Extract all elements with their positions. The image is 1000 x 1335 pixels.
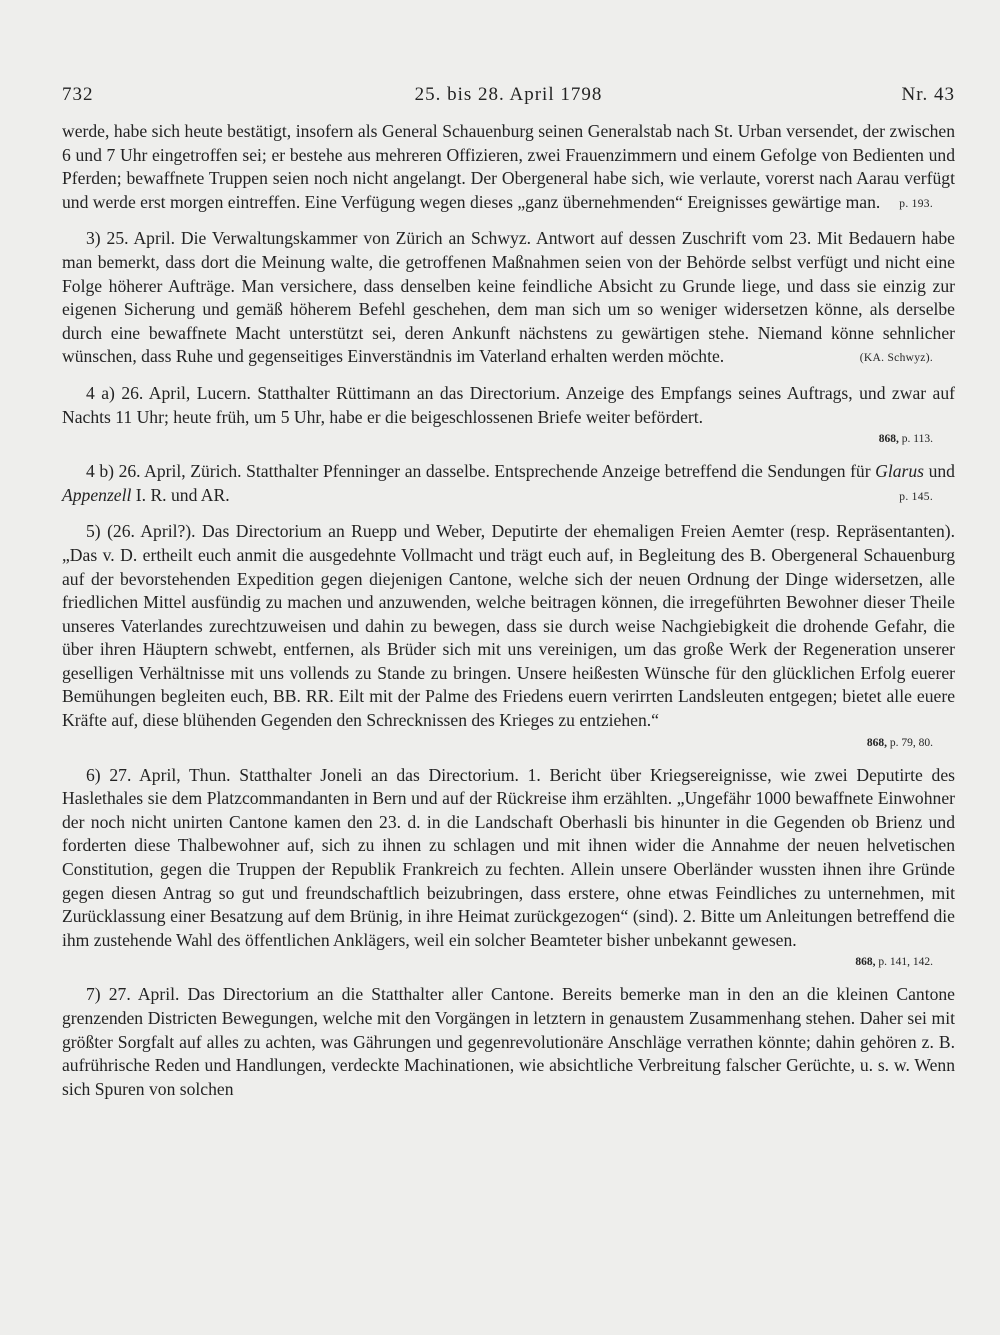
paragraph-continued [62,120,955,214]
paragraph-text: 3) 25. April. Die Verwaltungskammer von Zürich an Schwyz. Antwort auf dessen Zuschrift vom 23. Mit Bedauern habe man bemerkt, dass dort die Meinung walte, die getroffenen Maßnahmen seien von der Behörde selbst verfügt und nicht eine Folge höherer Aufträge. Man versichere, dass denselben keine feindliche Absicht zu Grunde liege, und dass sie einzig zur eigenen Sicherung und gemäß höherem Befehl geschehen, dem man sich um so weniger widersetzen könne, als derselbe durch eine bewaffnete Macht unterstützt sei, deren Ankunft nächstens zu gewärtigen stehe. Niemand könne sehnlicher wünschen, dass Ruhe und gegenseitiges Einverständnis im Vaterland erhalten werden möchte. [62,228,955,367]
paragraph-entry-4b: 4 b) 26. April, Zürich. Statthalter Pfenninger an dasselbe. Entsprechende Anzeige betreffend die Sendungen für Glarus und Appenzell I. R. und AR. p. 145. [62,460,955,507]
running-header [62,84,955,114]
paragraph-entry-7 [62,983,955,1101]
source-reference: p. 145. [899,490,933,503]
document-body [62,120,955,1114]
paragraph-text: 7) 27. April. Das Directorium an die Statthalter aller Cantone. Bereits bemerke man in den an die kleinen Cantone grenzenden Districten Bewegungen, welche mit den Vorgängen in letztern in genaustem Zusammenhang stehen. Daher sei mit größter Sorgfalt auf alles zu achten, was Gährungen und gegenrevolutionäre Anschläge verrathen könnte; dahin gehören z. B. aufrührische Reden und Handlungen, verdeckte Machinationen, wie absichtliche Verbreitung falscher Gerüchte, u. s. w. Wenn sich Spuren von solchen [62,984,955,1099]
place-glarus: Glarus [875,461,925,482]
document-number: Nr. 43 [901,84,955,105]
paragraph-entry-3 [62,227,955,369]
paragraph-entry-4a [62,382,955,447]
source-reference: 868, p. 141, 142. [855,956,933,969]
page-number: 732 [62,84,94,105]
place-appenzell: Appenzell [62,484,132,505]
header-date-range: 25. bis 28. April 1798 [414,84,603,105]
source-reference: p. 193. [899,197,933,210]
paragraph-entry-6 [62,764,955,971]
source-reference: 868, p. 113. [878,433,933,446]
paragraph-text: 5) (26. April?). Das Directorium an Ruepp und Weber, Deputirte der ehemaligen Freien Aemter (resp. Repräsentanten). „Das v. D. ertheilt euch anmit die ausgedehnte Vollmacht und trägt euch auf, in Begleitung des B. Obergeneral Schauenburg auf der bevorstehenden Expedition gegen diejenigen Cantone, welche sich der neuen Ordnung der Dinge widersetzen, alle friedlichen Mittel ausfündig zu machen und anzuwenden, welche beitragen können, die irregeführten Bewohner dieser Theile unseres Vaterlandes zurechtzuweisen und dahin zu bewegen, dass sie durch weise Nachgiebigkeit die drohende Gefahr, die über ihren Häuptern schwebt, entfernen, als Brüder sich mit uns vereinigen, um das große Werk der Regeneration unserer geselligen Verhältnisse mit uns vollends zu Stande zu bringen. Unsere heißesten Wünsche für den glücklichen Erfolg euerer Bemühungen begleiten euch, BB. RR. Eilt mit der Palme des Friedens euern verirrten Landsleuten entgegen; bietet alle euere Kräfte auf, diese blühenden Gegenden den Schrecknissen des Krieges zu entziehen.“ [62,521,955,731]
source-reference: 868, p. 79, 80. [866,736,933,749]
source-reference: (KA. Schwyz). [859,352,933,365]
paragraph-entry-5 [62,520,955,750]
paragraph-text: werde, habe sich heute bestätigt, insofern als General Schauenburg seinen Generalstab nach St. Urban versendet, der zwischen 6 und 7 Uhr eingetroffen sei; er bestehe aus mehreren Offizieren, zwei Frauenzimmern und einem Gefolge von Bedienten und Pferden; bewaffnete Truppen seien noch nicht angelangt. Der Obergeneral habe sich, wie verlaute, vorerst nach Aarau verfügt und werde erst morgen eintreffen. Eine Verfügung wegen dieses „ganz übernehmenden“ Ereignisses gewärtige man. [62,121,955,212]
paragraph-text: 6) 27. April, Thun. Statthalter Joneli an das Directorium. 1. Bericht über Kriegsereignisse, wie zwei Deputirte des Haslethales sie dem Platzcommandanten in Bern und auf der Rückreise ihm erzählten. „Ungefähr 1000 bewaffnete Einwohner der noch nicht unirten Cantone kamen den 23. d. in die Landschaft Oberhasli bis hinunter in die Gegenden ob Brienz und forderten diese Thalbewohner auf, sich zu ihnen zu schlagen und mit ihnen wider die Annahme der neuen helvetischen Constitution, gegen die Truppen der Republik Frankreich zu fechten. Allein unsere Oberländer wussten ihnen ihre Gründe gegen diesen Antrag so gut und freundschaftlich beizubringen, dass erstere, ohne etwas Feindliches zu unternehmen, mit Zurücklassung einer Besatzung auf dem Brünig, in ihre Heimat zurückgezogen“ (sind). 2. Bitte um Anleitungen betreffend die ihm zustehende Wahl des öffentlichen Anklägers, weil ein solcher Beamteter bisher unbekannt gewesen. [62,764,955,950]
paragraph-text: 4 a) 26. April, Lucern. Statthalter Rüttimann an das Directorium. Anzeige des Empfangs seines Auftrags, und zwar auf Nachts 11 Uhr; heute früh, um 5 Uhr, habe er die beigeschlossenen Briefe weiter befördert. [62,382,955,427]
